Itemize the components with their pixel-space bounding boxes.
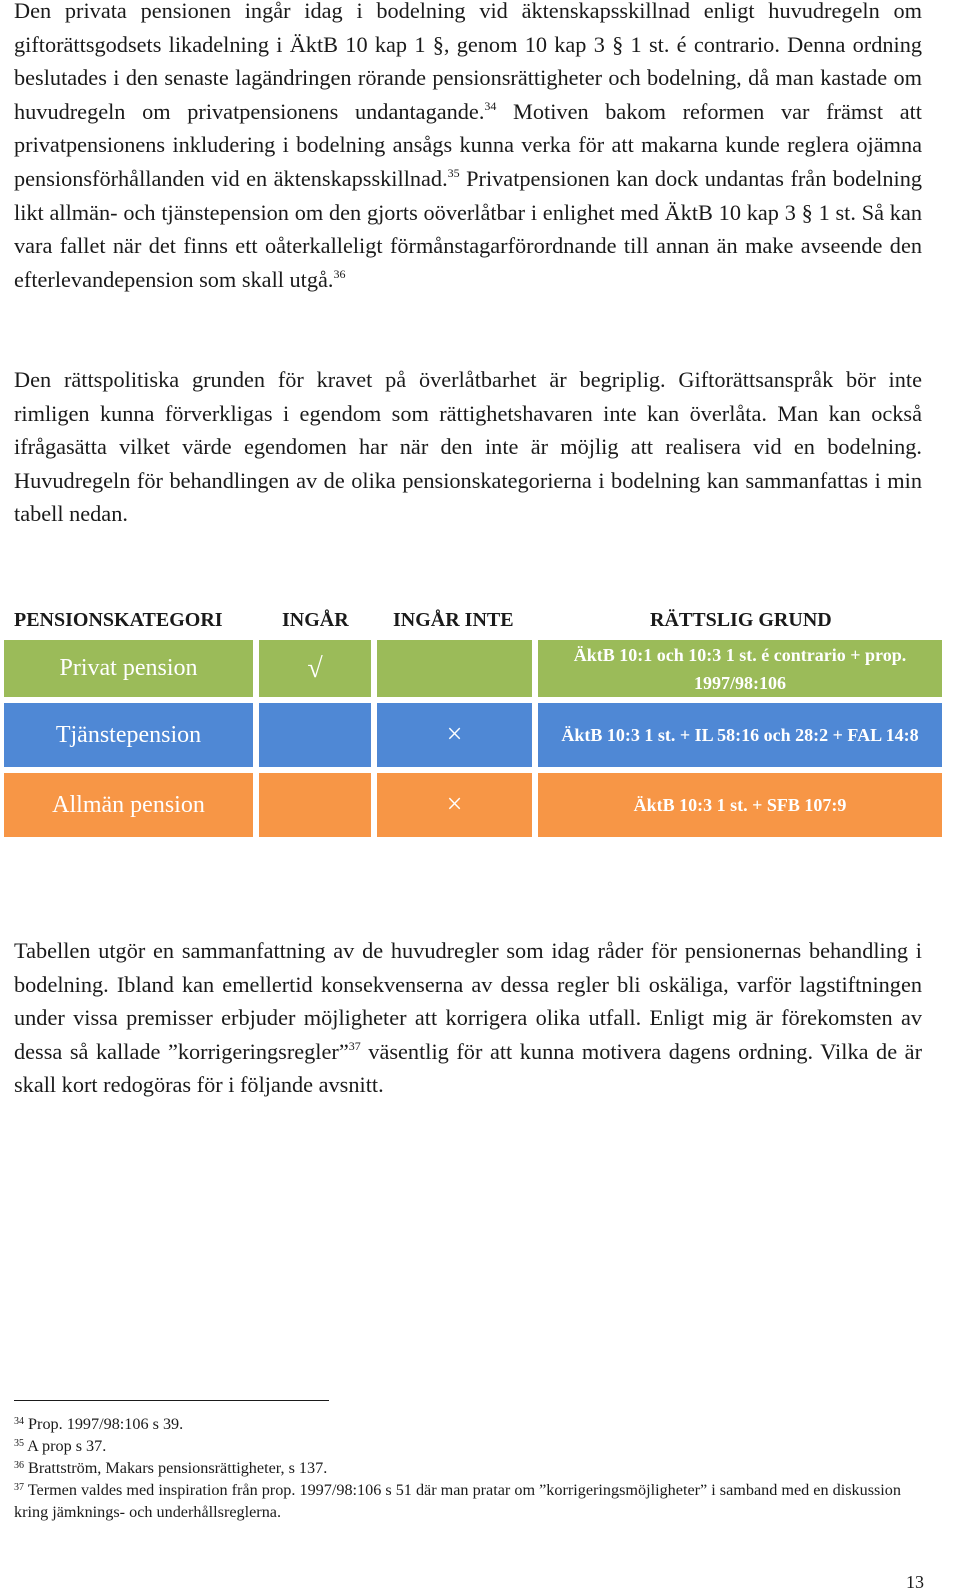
paragraph-text: Motiven bakom reformen var främst att privatpensionens inkludering i bodelning ansågs kunna verka för att makarna kunde reglera ojämna pensionsförhållanden vid en äktenskapsskillnad. [14, 98, 922, 191]
footnote-number: 37 [14, 1482, 24, 1493]
row-category-private: Privat pension [4, 640, 253, 697]
footnote-ref-35[interactable]: 35 [447, 165, 460, 180]
included-cell [259, 703, 371, 767]
footnote-37 [14, 1479, 922, 1523]
legal-basis-cell: ÄktB 10:1 och 10:3 1 st. é contrario + prop. 1997/98:106 [538, 640, 942, 697]
table-header-legal-basis: RÄTTSLIG GRUND [650, 609, 832, 631]
footnote-number: 36 [14, 1460, 24, 1471]
footnote-number: 35 [14, 1438, 24, 1449]
paragraph-legal-policy: Den rättspolitiska grunden för kravet på överlåtbarhet är begriplig. Giftorättsanspråk bör inte rimligen kunna förverkligas i egendom som rättighetshavaren inte kan överlåta. Man kan också ifrågasätta vilket värde egendomen har när den inte är möjlig att realisera vid en bodelning. Huvudregeln för behandlingen av de olika pensionskategorierna i bodelning kan sammanfattas i min tabell nedan. [14, 367, 922, 527]
paragraph-text: Privatpensionen kan dock undantas från bodelning likt allmän- och tjänstepension om den gjorts oöverlåtbar i enlighet med ÄktB 10 kap 3 § 1 st. Så kan vara fallet när det finns ett oåterkalleligt förmånstagarförordnande till annan än make avseende den efterlevandepension som skall utgå. [14, 165, 922, 292]
footnote-ref-37[interactable]: 37 [348, 1038, 361, 1053]
footnote-text: Prop. 1997/98:106 s 39. [24, 1415, 184, 1433]
footnote-text: Termen valdes med inspiration från prop. 1997/98:106 s 51 där man pratar om ”korrigeringsmöjligheter” i samband med en diskussion kring jämknings- och underhållsreglerna. [14, 1481, 901, 1521]
legal-basis-cell: ÄktB 10:3 1 st. + IL 58:16 och 28:2 + FAL 14:8 [538, 703, 942, 767]
paragraph-text: Tabellen utgör en sammanfattning av de huvudregler som idag råder för pensionernas behandling i bodelning. Ibland kan emellertid konsekvenserna av dessa regler bli oskäliga, varför lagstiftningen under vissa premisser erbjuder möjligheter att korrigera olika utfall. Enligt mig är förekomsten av dessa så kallade ”korrigeringsregler” [14, 938, 922, 1064]
not-included-x-icon: × [377, 703, 532, 767]
footnote-ref-34[interactable]: 34 [484, 98, 497, 113]
table-header-category: PENSIONSKATEGORI [14, 609, 223, 631]
legal-basis-cell: ÄktB 10:3 1 st. + SFB 107:9 [538, 773, 942, 837]
included-check-icon: √ [259, 640, 371, 697]
paragraph-summary [14, 934, 922, 1102]
not-included-x-icon: × [377, 773, 532, 837]
paragraph-text: väsentlig för att kunna motivera dagens ordning. Vilka de är skall kort redogöras för i följande avsnitt. [14, 1038, 922, 1098]
table-header-not-included: INGÅR INTE [393, 609, 514, 631]
footnote-divider [14, 1400, 329, 1401]
footnote-text: Brattström, Makars pensionsrättigheter, s 137. [24, 1459, 328, 1477]
paragraph-private-pension [14, 0, 922, 296]
footnote-ref-36[interactable]: 36 [333, 266, 346, 281]
not-included-cell [377, 640, 532, 697]
footnote-34 [14, 1413, 922, 1435]
included-cell [259, 773, 371, 837]
footnote-35 [14, 1435, 922, 1457]
footnote-text: A prop s 37. [24, 1437, 107, 1455]
footnote-36 [14, 1457, 922, 1479]
table-header-included: INGÅR [282, 609, 349, 631]
paragraph-text: Den privata pensionen ingår idag i bodelning vid äktenskapsskillnad enligt huvudregeln om giftorättsgodsets likadelning i ÄktB 10 kap 1 §, genom 10 kap 3 § 1 st. é contrario. Denna ordning beslutades i den senaste lagändringen rörande pensionsrättigheter och bodelning, då man kastade om huvudregeln om privatpensionens undantagande. [14, 0, 922, 124]
row-category-occupational: Tjänstepension [4, 703, 253, 767]
page-number: 13 [906, 1572, 924, 1592]
row-category-public: Allmän pension [4, 773, 253, 837]
footnote-number: 34 [14, 1416, 24, 1427]
